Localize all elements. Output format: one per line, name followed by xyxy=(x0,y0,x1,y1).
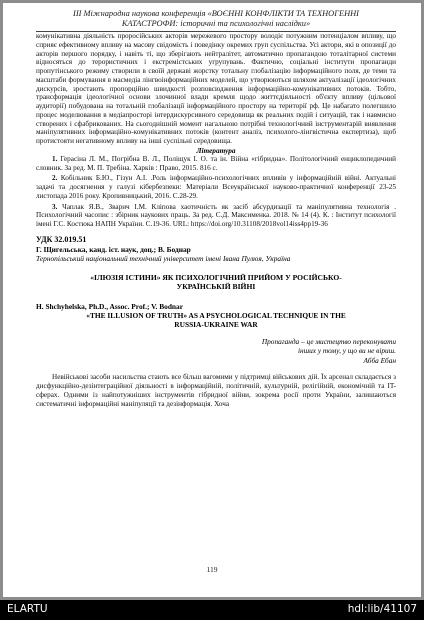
epigraph-line-2: інших у тому, у що ви не віриш. xyxy=(297,346,396,356)
article-title-en-line-1: «THE ILLUSION OF TRUTH» AS A PSYCHOLOGICAL TECHNIQUE IN THE xyxy=(86,310,346,320)
reference-item xyxy=(36,174,396,200)
article-title-ua-line-2: УКРАЇНСЬКІЙ ВІЙНІ xyxy=(176,282,256,292)
reference-number: 3. xyxy=(52,202,58,211)
epigraph-author: Абба Ебан xyxy=(363,355,396,365)
article-title-en-line-2: RUSSIA-UKRAINE WAR xyxy=(174,319,258,329)
article-title-en xyxy=(36,311,396,329)
header-line-2: КАТАСТРОФИ: історичні та психологічні наслідки» xyxy=(121,19,311,28)
page-number: 119 xyxy=(206,565,218,574)
running-header xyxy=(36,9,396,32)
reference-text: Чаплак Я.В., Зварич І.М. Кліпова хаотичність як засіб абсурдизації та маніпулятивна технологія . Психологічний часопис : збірник наукових праць. За ред. С.Д. Максименка. 2018. № 14 (4). К. : Інститут психології імені Г.С. Костюка НАПН України. С.19-36. URL: https://doi.org/10.31108/2018vol14iss4pp19-36 xyxy=(36,202,397,228)
reference-item xyxy=(36,155,396,173)
reference-item xyxy=(36,203,396,229)
body-paragraph: Невійськові засоби насильства стають все більш вагомими у підтримці військових дій. Їх арсенал складається з дисфункційно-дезінтеграційної діяльності в інформаційній, політичній, культурній, релігійній, економічній та IT-сферах. Одними із найпотужніших інструментів гібридної війни, зокрема росії проти України, залишаються систематичні інформаційні маніпуляції та дезінформація. Хоча xyxy=(36,373,396,408)
reference-number: 2. xyxy=(52,174,58,183)
article-title-ua-line-1: «ІЛЮЗІЯ ІСТИНИ» ЯК ПСИХОЛОГІЧНИЙ ПРИЙОМ У РОСІЙСЬКО- xyxy=(90,272,342,282)
article-affiliation: Тернопільський національний технічний університет імені Івана Пулюя, Україна xyxy=(36,253,291,263)
body-paragraph: комунікативна діяльність проросійських акторів мережевого простору володіє потужним потенціалом впливу, що сприяє ефективному впливу на масову свідомість і поведінку окремих груп суспільства. Усі актори, які в опозиції до акторів першого порядку, і навіть ті, що зберігають нейтралітет, автоматично пропагандою тоталітарної системи відносяться до терористичних і екстремістських угрупувань. Фактично, соціальні інститути пропаганди пропутінського режиму створили в своїй державі жорстку тотальну глобалізацію інформаційного поля, де теми та масштаби формування в масмедіа лінгвоінформаційних моделей, що утворюються шляхом актуалізації ідеологічних дискурсів, зростають пропорційно швидкості розповсюдження інформаційно-комунікативних потоків. Тобто, трансформація ідеологічної основи злочинної влади кремля щодо життєдіяльності об'єкту впливу (цільової аудиторії) побудована на тотальній глобалізації інформаційного простору на території рф. Це набагато полегшило процес моделювання в медіапросторі інтердискурсивного середовища як реальних подій і ситуацій, так і навмисно створених і сфабрикованих. На сьогоднішній момент нагальною потрібні технологічний інструментарій виявлення маніпулятивних інформаційно-комунікативних потоків (контент аналіз, психолого-лінгвістична експертиза), щоб протистояти негативному впливу на інші суспільні середовища. xyxy=(36,32,396,145)
article-authors: Г. Щигельська, канд. іст. наук, доц.; В. Боднар xyxy=(36,244,191,254)
epigraph xyxy=(36,337,396,366)
viewer-footer-bar xyxy=(0,600,424,620)
article-authors-en: H. Shchyhelska, Ph.D., Assoc. Prof.; V. Bodnar xyxy=(36,301,184,311)
handle-label: hdl:lib/41107 xyxy=(347,603,417,615)
udk-code: УДК 32.019.51 xyxy=(36,234,87,244)
header-line-1: ІІІ Міжнародна наукова конференція «ВОЄННІ КОНФЛІКТИ ТА ТЕХНОГЕННІ xyxy=(73,9,359,18)
repository-label: ELARTU xyxy=(7,603,48,615)
document-page xyxy=(3,3,421,597)
reference-text: Герасіна Л. М., Погрібна В. Л., Поліщук І. О. та ін. Війна «гібридна». Політологічний енциклопедичний словник. За ред. М. П. Требіна. Харків : Право, 2015. 816 с. xyxy=(36,154,396,172)
page-content xyxy=(36,9,396,408)
epigraph-line-1: Пропаганда – це мистецтво переконувати xyxy=(261,336,396,346)
article-title-ua xyxy=(36,273,396,292)
reference-number: 1. xyxy=(52,154,58,163)
literature-heading: Література xyxy=(196,145,236,155)
reference-text: Кобільник Б.Ю., Гізун А.І. .Роль інформаційно-психологічних впливів у інформаційній війні. Актуальні задачі та досягнення у галузі кібербезпеки: Матеріали Всеукраїнської науково-практичної конференції 23-25 листопада 2016 року. Кропивницький, 2016. С.28-29. xyxy=(36,174,397,200)
